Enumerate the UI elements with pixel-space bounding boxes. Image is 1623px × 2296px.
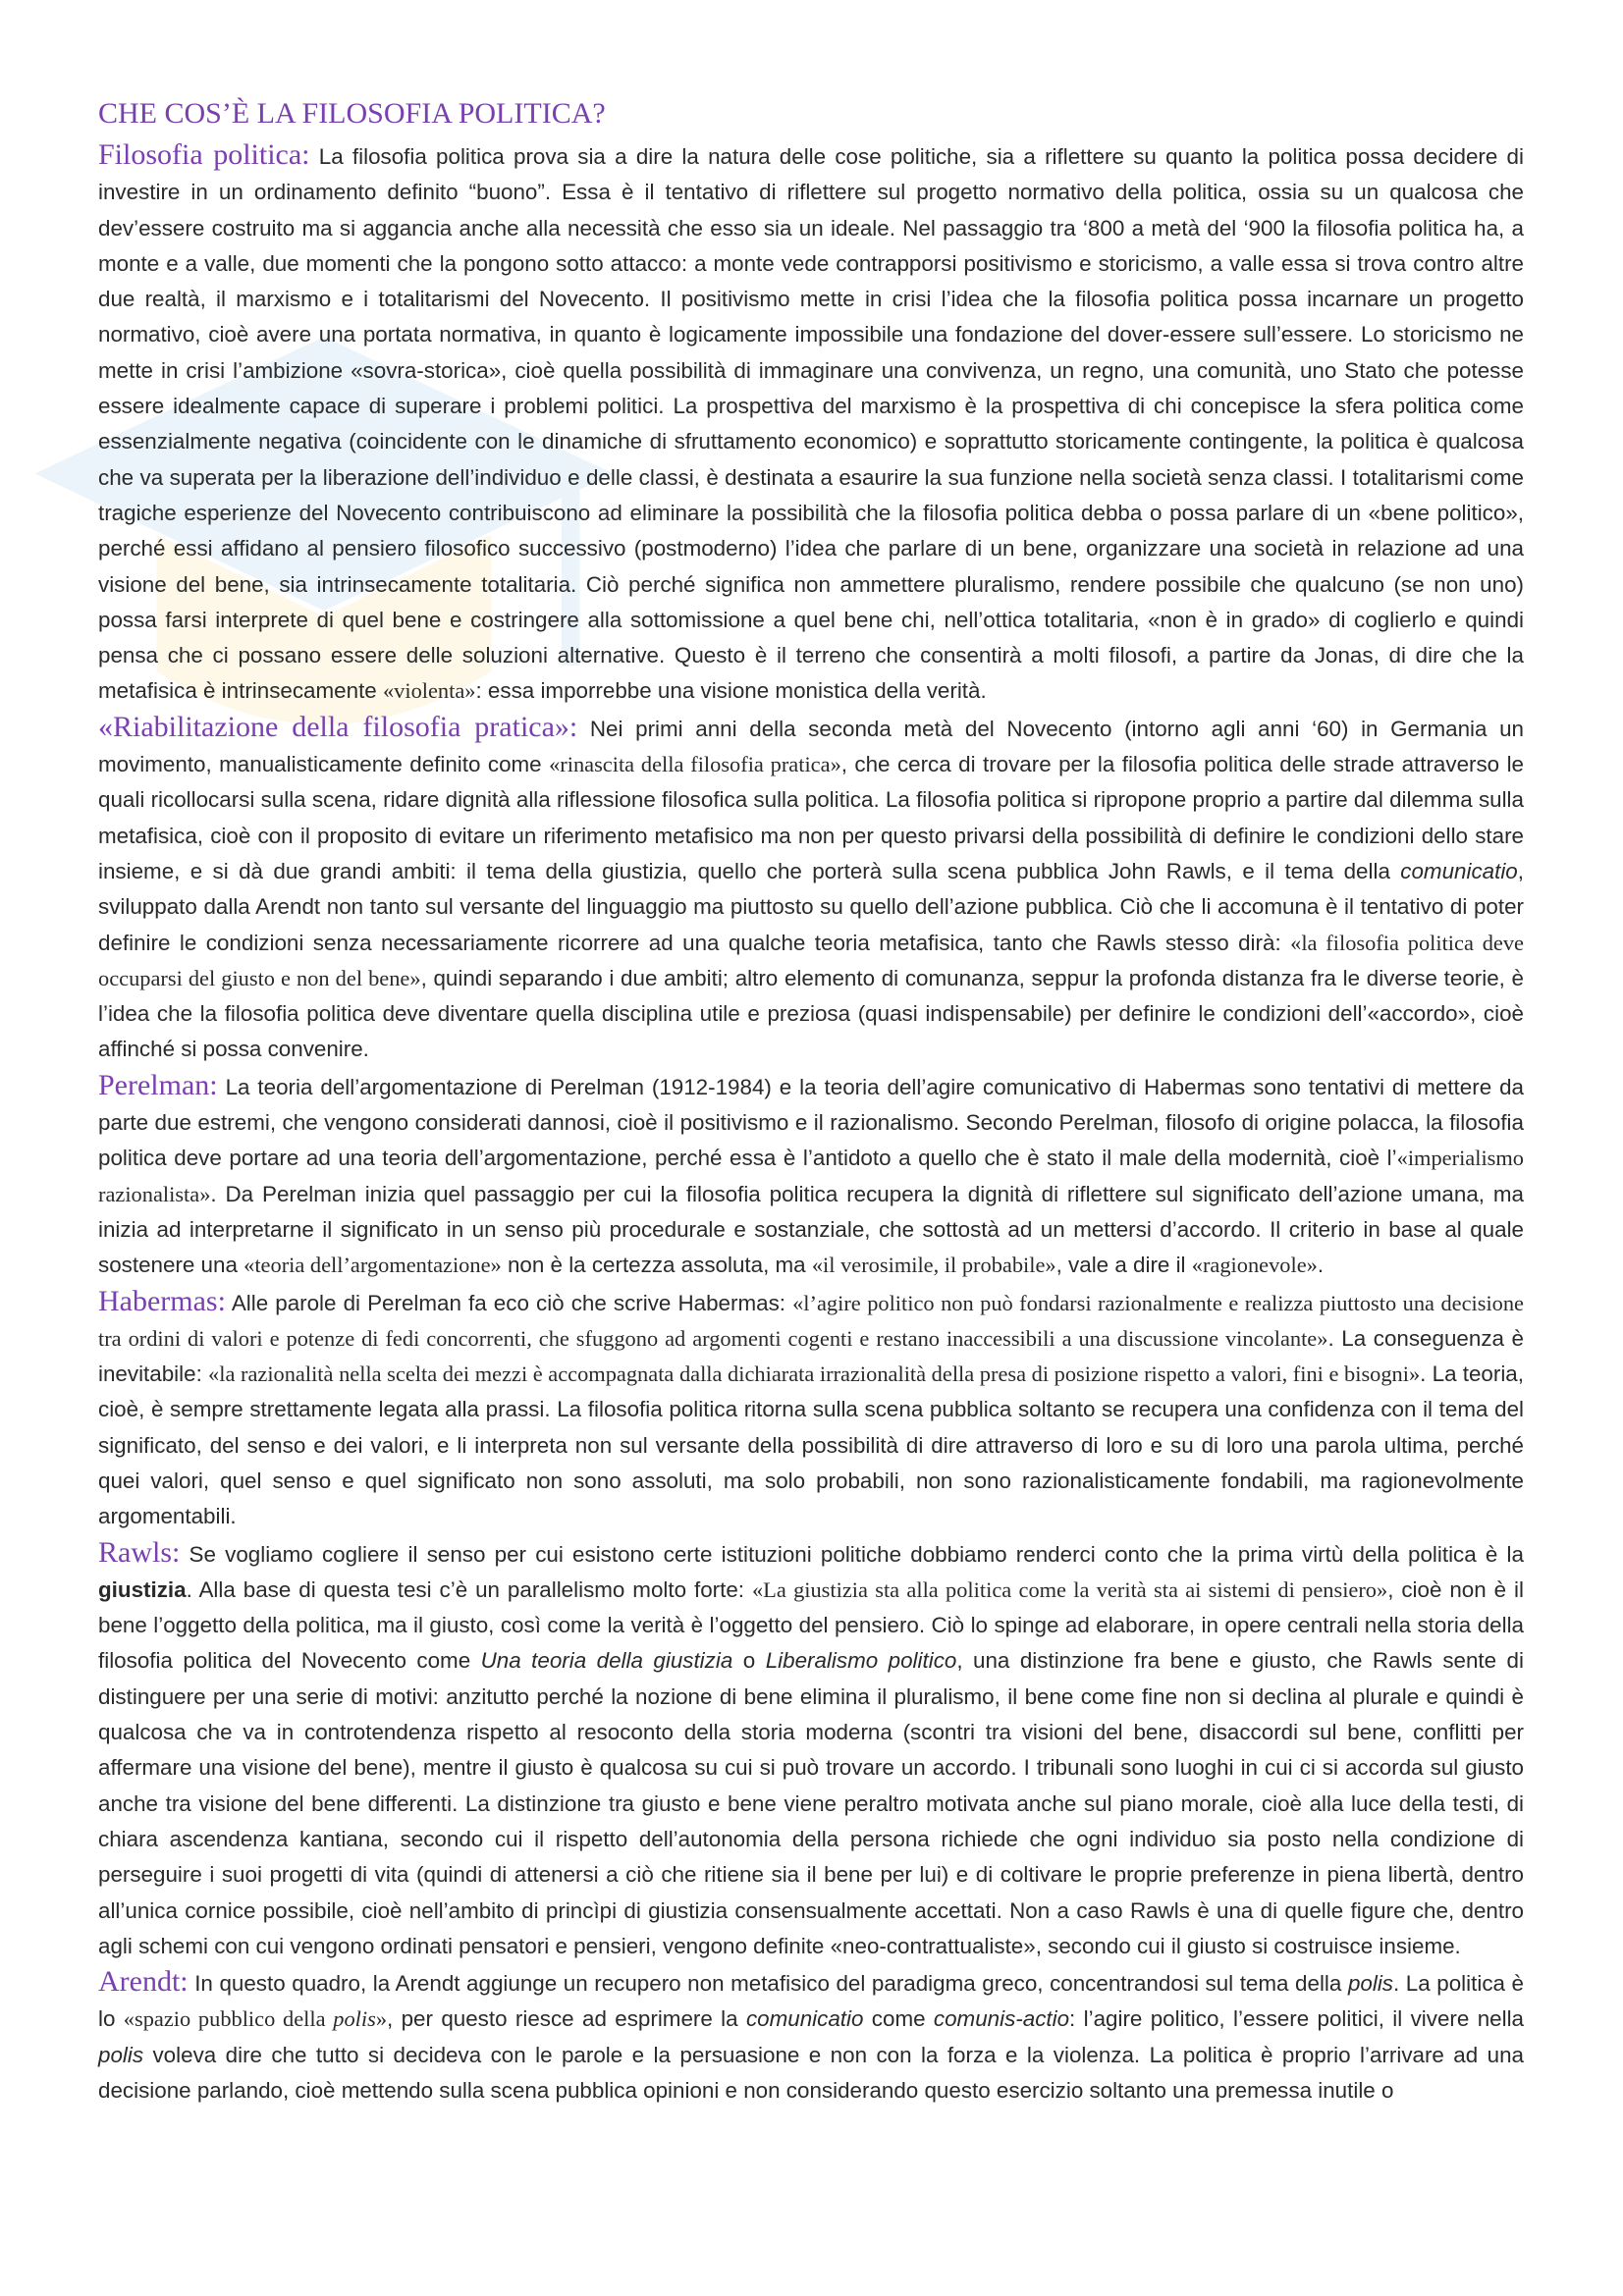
quotation: «imperialismo razionalista» xyxy=(98,1146,1524,1206)
body-text: : essa imporrebbe una visione monistica della verità. xyxy=(475,678,987,704)
section-heading: «Riabilitazione della filosofia pratica»: xyxy=(98,710,578,743)
quotation: «La giustizia sta alla politica come la verità sta ai sistemi di pensiero» xyxy=(751,1576,1388,1602)
italic-text: comunicatio xyxy=(745,2006,864,2032)
body-text: come xyxy=(863,2006,934,2032)
quotation: «ragionevole» xyxy=(1191,1253,1318,1278)
body-text: , sviluppato dalla Arendt non tanto sul versante del linguaggio ma piuttosto su quello dell’azione pubblica. Ciò che li accomuna è il tentativo di poter definire le condizioni senza necessariamente ricorrere ad una qualche teoria metafisica, tanto che Rawls stesso dirà: xyxy=(98,858,1524,955)
body-text: , quindi separando i due ambiti; altro elemento di comunanza, seppur la profonda distanza fra le diverse teorie, è l’idea che la filosofia politica deve diventare quella disciplina utile e preziosa (quasi indispensabile) per definire le condizioni dell’«accordo», cioè affinché si possa convenire. xyxy=(98,965,1525,1062)
paragraph xyxy=(98,1535,1524,1965)
quotation: «la filosofia politica deve occuparsi del giusto e non del bene» xyxy=(98,930,1524,990)
body-text: Nei primi anni della seconda metà del Novecento (intorno agli anni ‘60) in Germania un movimento, manualisticamente definito come xyxy=(98,716,1524,777)
bold-text: giustizia xyxy=(98,1576,187,1602)
body-text: Se vogliamo cogliere il senso per cui esistono certe istituzioni politiche dobbiamo renderci conto che la prima virtù della politica è la xyxy=(180,1541,1524,1567)
body-text: : l’agire politico, l’essere politici, il vivere nella xyxy=(1069,2006,1525,2032)
quotation: » xyxy=(375,2006,388,2032)
quotation: «l’agire politico non può fondarsi razionalmente e realizza piuttosto una decisione tra ordini di valori e potenze di fedi concorrenti, che sfuggono ad argomenti cogenti e restano inaccessibili a una discussione vincolante» xyxy=(98,1290,1524,1351)
body-text: In questo quadro, la Arendt aggiunge un recupero non metafisico del paradigma greco, concentrandosi sul tema della xyxy=(188,1971,1348,1997)
paragraph xyxy=(98,1068,1524,1284)
quotation: «spazio pubblico della xyxy=(123,2006,334,2032)
italic-text: polis xyxy=(98,2042,144,2067)
italic-text: comunis-actio xyxy=(933,2006,1070,2032)
body-text: , vale a dire il xyxy=(1055,1253,1192,1278)
quotation-italic: polis xyxy=(333,2006,376,2032)
body-text: La filosofia politica prova sia a dire la natura delle cose politiche, sia a riflettere su quanto la politica possa decidere di investire in un ordinamento definito “buono”. Essa è il tentativo di riflettere sul progetto normativo della politica, ossia su un qualcosa che dev’essere costruito ma si aggancia anche alla necessità che esso sia un ideale. Nel passaggio tra ‘800 a metà del ‘900 la filosofia politica ha, a monte e a valle, due momenti che la pongono sotto attacco: a monte vede contrapporsi positivismo e storicismo, a valle essa si trova contro altre due realtà, il marxismo e i totalitarismi del Novecento. Il positivismo mette in crisi l’idea che la filosofia politica possa incarnare un progetto normativo, cioè avere una portata normativa, in quanto è logicamente impossibile una fondazione del dover-essere sull’essere. Lo storicismo ne mette in crisi l’ambizione «sovra-storica», cioè quella possibilità di immaginare una convivenza, un regno, una comunità, uno Stato che potesse essere idealmente capace di superare i problemi politici. La prospettiva del marxismo è la prospettiva di chi concepisce la sfera politica come essenzialmente negativa (coincidente con le dinamiche di sfruttamento economico) e soprattutto storicamente contingente, la politica è qualcosa che va superata per la liberazione dell’individuo e delle classi, è destinata a esaurire la sua funzione nella società senza classi. I totalitarismi come tragiche esperienze del Novecento contribuiscono ad eliminare la possibilità che la filosofia politica debba o possa parlare di un «bene politico», perché essi affidano al pensiero filosofico successivo (postmoderno) l’idea che parlare di un bene, organizzare una società in relazione ad una visione del bene, sia intrinsecamente totalitaria. Ciò perché significa non ammettere pluralismo, rendere possibile che qualcuno (se non uno) possa farsi interprete di quel bene e costringere alla sottomissione a quel bene chi, nell’ottica totalitaria, «non è in grado» di coglierlo e quindi pensa che ci possano essere delle soluzioni alternative. Questo è il terreno che consentirà a molti filosofi, a partire da Jonas, di dire che la metafisica è intrinsecamente xyxy=(98,144,1524,704)
body-text: , per questo riesce ad esprimere la xyxy=(387,2006,746,2032)
body-text: , cioè non è il bene l’oggetto della politica, ma il giusto, così come la verità è l’oggetto del pensiero. Ciò lo spinge ad elaborare, in opere centrali nella storia della filosofia politica del Novecento come xyxy=(98,1576,1524,1674)
body-text: . La teoria, cioè, è sempre strettamente legata alla prassi. La filosofia politica ritorna sulla scena pubblica soltanto se recupera una confidenza con il tema del significato, del senso e dei valori, e li interpreta non sul versante della possibilità di dire attraverso di loro e su di loro una parola ultima, perché quei valori, quel senso e quel significato non sono assoluti, ma solo probabili, non sono razionalisticamente fondabili, ma ragionevolmente argomentabili. xyxy=(98,1362,1524,1529)
italic-text: comunicatio xyxy=(1400,858,1518,883)
quotation: «rinascita della filosofia pratica» xyxy=(549,752,841,777)
body-text: non è la certezza assoluta, ma xyxy=(501,1253,812,1278)
paragraph xyxy=(98,1284,1524,1535)
body-text: . Da Perelman inizia quel passaggio per cui la filosofia politica recupera la dignità di riflettere sul significato dell’azione umana, ma inizia ad interpretarne il significato in un senso più procedurale e sostanziale, che sottostà ad un mettersi d’accordo. Il criterio in base al quale sostenere una xyxy=(98,1181,1524,1278)
body-text: . xyxy=(1317,1253,1325,1278)
body-text: voleva dire che tutto si decideva con le parole e la persuasione e non con la forza e la violenza. La politica è proprio l’arrivare ad una decisione parlando, cioè mettendo sulla scena pubblica opinioni e non considerando questo esercizio soltanto una premessa inutile o xyxy=(98,2042,1524,2104)
paragraph xyxy=(98,137,1524,710)
body-text: . La conseguenza è inevitabile: xyxy=(98,1325,1525,1387)
section-heading: Habermas: xyxy=(98,1284,226,1317)
section-heading: Rawls: xyxy=(98,1535,181,1569)
paragraph xyxy=(98,1964,1524,2109)
quotation: «teoria dell’argomentazione» xyxy=(243,1253,502,1278)
italic-text: Una teoria della giustizia xyxy=(480,1648,733,1674)
body-text: Alle parole di Perelman fa eco ciò che scrive Habermas: xyxy=(225,1290,793,1315)
body-text: . La politica è lo xyxy=(98,1971,1524,2032)
paragraph xyxy=(98,710,1524,1068)
document-page xyxy=(98,94,1524,2109)
body-text: . Alla base di questa tesi c’è un parallelismo molto forte: xyxy=(186,1576,752,1602)
document-title: CHE COS’È LA FILOSOFIA POLITICA? xyxy=(98,97,606,130)
quotation: «il verosimile, il probabile» xyxy=(811,1253,1056,1278)
quotation: «violenta» xyxy=(382,678,476,704)
section-heading: Arendt: xyxy=(98,1965,189,1999)
body-text: o xyxy=(732,1648,766,1674)
document-body xyxy=(98,137,1524,2109)
section-heading: Filosofia politica: xyxy=(98,138,310,171)
italic-text: polis xyxy=(1347,1971,1393,1997)
body-text: , una distinzione fra bene e giusto, che Rawls sente di distinguere per una serie di motivi: anzitutto perché la nozione di bene elimina il pluralismo, il bene come fine non si declina al plurale e quindi è qualcosa che va in controtendenza rispetto al resoconto della storia moderna (scontri tra visioni del bene, disaccordi sul bene, conflitti per affermare una visione del bene), mentre il giusto è qualcosa su cui si può trovare un accordo. I tribunali sono luoghi in cui ci si accorda sul giusto anche tra visione del bene differenti. La distinzione tra giusto e bene viene peraltro motivata anche sul piano morale, cioè alla luce della testi, di chiara ascendenza kantiana, secondo cui il rispetto dell’autonomia della persona richiede che ogni individuo sia posto nella condizione di perseguire i suoi progetti di vita (quindi di attenersi a ciò che ritiene sia il bene per lui) e di coltivare le proprie preferenze in piena libertà, dentro all’unica cornice possibile, cioè nell’ambito di princìpi di giustizia consensualmente accettati. Non a caso Rawls è una di quelle figure che, dentro agli schemi con cui vengono ordinati pensatori e pensieri, vengono definite «neo-contrattualiste», secondo cui il giusto si costruisce insieme. xyxy=(98,1648,1524,1958)
section-heading: Perelman: xyxy=(98,1068,218,1101)
body-text: , che cerca di trovare per la filosofia politica delle strade attraverso le quali ricollocarsi sulla scena, ridare dignità alla riflessione filosofica sulla politica. La filosofia politica si ripropone proprio a partire dal dilemma sulla metafisica, cioè con il proposito di evitare un riferimento metafisico ma non per questo privarsi della possibilità di definire le condizioni dello stare insieme, e si dà due grandi ambiti: il tema della giustizia, quello che porterà sulla scena pubblica John Rawls, e il tema della xyxy=(98,752,1524,883)
italic-text: Liberalismo politico xyxy=(765,1648,957,1674)
body-text: La teoria dell’argomentazione di Perelman (1912-1984) e la teoria dell’agire comunicativo di Habermas sono tentativi di mettere da parte due estremi, che vengono considerati dannosi, cioè il positivismo e il razionalismo. Secondo Perelman, filosofo di origine polacca, la filosofia politica deve portare ad una teoria dell’argomentazione, perché essa è l’antidoto a quello che è stato il male della modernità, cioè l’ xyxy=(98,1074,1524,1171)
quotation: «la razionalità nella scelta dei mezzi è accompagnata dalla dichiarata irrazionalità della presa di posizione rispetto a valori, fini e bisogni» xyxy=(208,1362,1421,1387)
